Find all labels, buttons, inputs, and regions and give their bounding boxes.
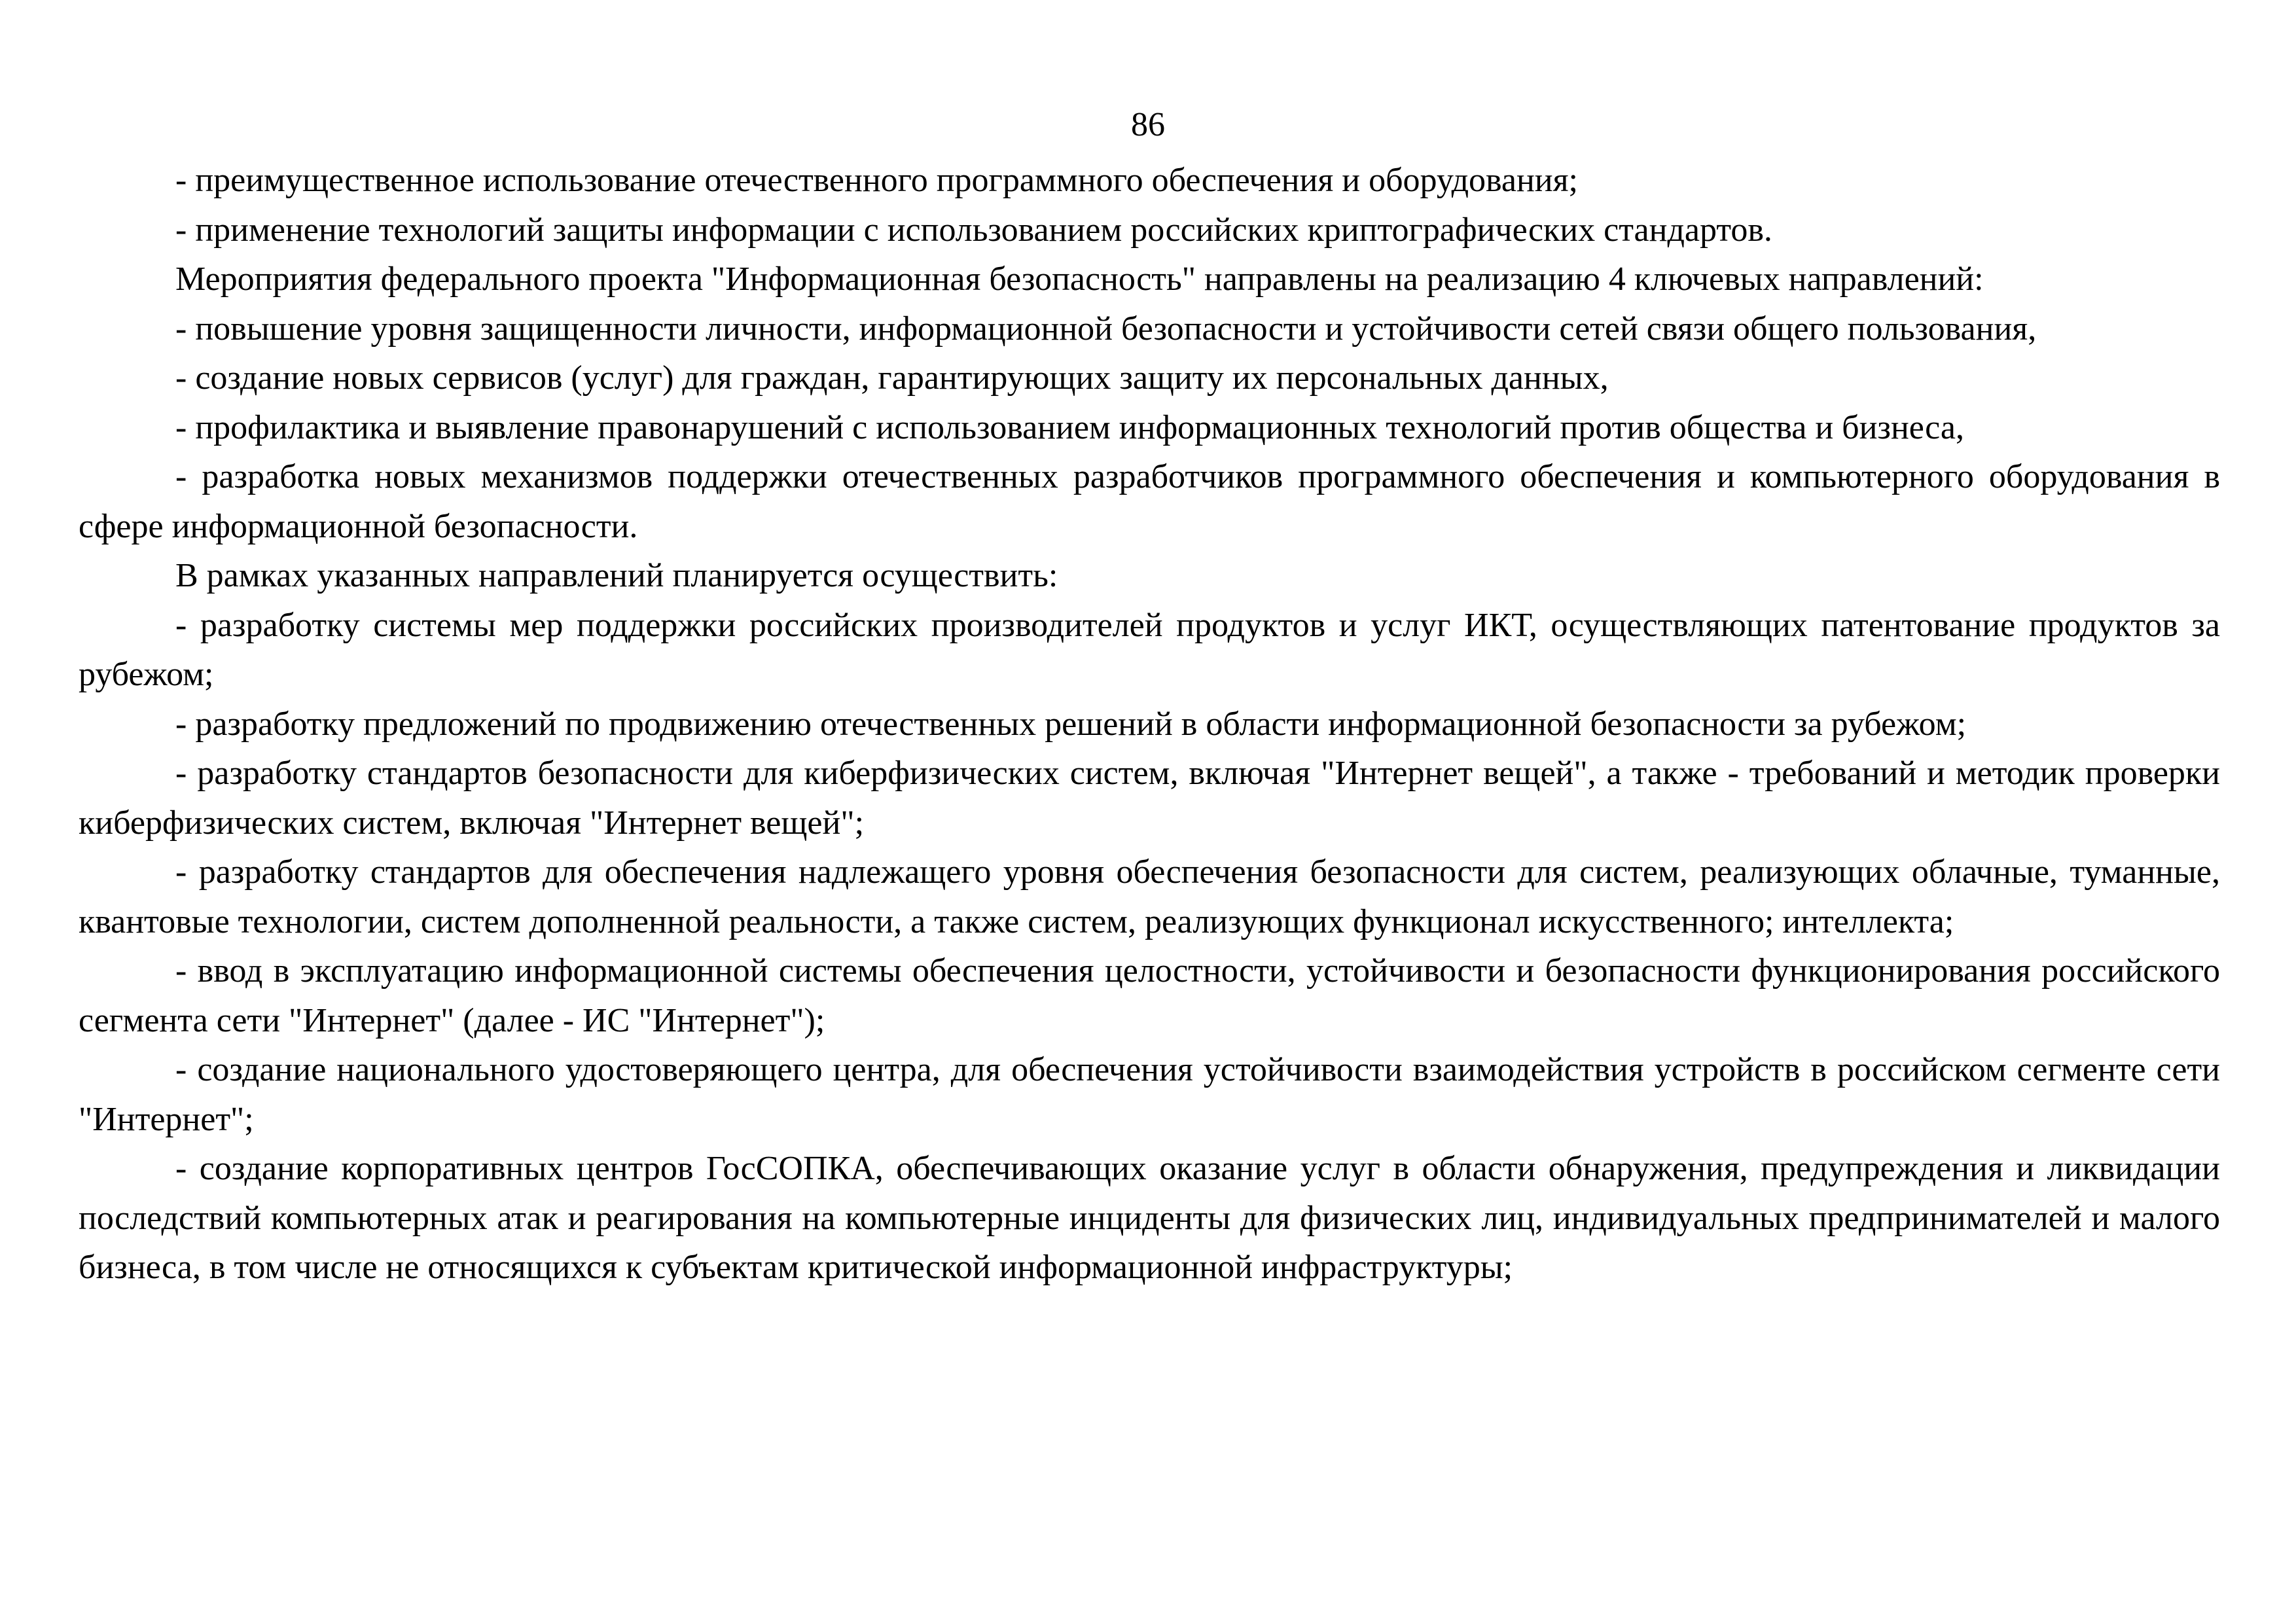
paragraph-6: - профилактика и выявление правонарушений с использованием информационных технологий против общества и бизнеса, bbox=[175, 408, 1964, 446]
paragraph-10: - разработку предложений по продвижению отечественных решений в области информационной безопасности за рубежом; bbox=[175, 705, 1967, 743]
paragraph-15: - создание корпоративных центров ГосСОПКА, обеспечивающих оказание услуг в области обнаружения, предупреждения и ликвидации последствий компьютерных атак и реагирования на компьютерные инциденты для физических лиц, индивидуальных предпринимателей и малого бизнеса, в том числе не относящихся к субъектам критической информационной инфраструктуры; bbox=[79, 1150, 2220, 1286]
paragraph-8: В рамках указанных направлений планируется осуществить: bbox=[175, 557, 1058, 594]
body-text bbox=[79, 156, 2220, 1293]
paragraph-1: - преимущественное использование отечественного программного обеспечения и оборудования; bbox=[175, 162, 1578, 199]
paragraph-5: - создание новых сервисов (услуг) для граждан, гарантирующих защиту их персональных данных, bbox=[175, 359, 1609, 397]
paragraph-3: Мероприятия федерального проекта "Информационная безопасность" направлены на реализацию 4 ключевых направлений: bbox=[175, 260, 1984, 298]
paragraph-4: - повышение уровня защищенности личности, информационной безопасности и устойчивости сетей связи общего пользования, bbox=[175, 310, 2037, 348]
paragraph-13: - ввод в эксплуатацию информационной системы обеспечения целостности, устойчивости и безопасности функционирования российского сегмента сети "Интернет" (далее - ИС "Интернет"); bbox=[79, 952, 2220, 1039]
paragraph-12: - разработку стандартов для обеспечения надлежащего уровня обеспечения безопасности для систем, реализующих облачные, туманные, квантовые технологии, систем дополненной реальности, а также систем, реализующих функционал искусственного; интеллекта; bbox=[79, 853, 2220, 940]
paragraph-11: - разработку стандартов безопасности для киберфизических систем, включая "Интернет вещей", а также - требований и методик проверки киберфизических систем, включая "Интернет вещей"; bbox=[79, 755, 2220, 842]
page-number: 86 bbox=[1131, 106, 1165, 143]
paragraph-9: - разработку системы мер поддержки российских производителей продуктов и услуг ИКТ, осуществляющих патентование продуктов за рубежом; bbox=[79, 606, 2220, 693]
paragraph-14: - создание национального удостоверяющего центра, для обеспечения устойчивости взаимодействия устройств в российском сегменте сети "Интернет"; bbox=[79, 1051, 2220, 1138]
paragraph-2: - применение технологий защиты информации с использованием российских криптографических стандартов. bbox=[175, 211, 1772, 249]
paragraph-7: - разработка новых механизмов поддержки отечественных разработчиков программного обеспечения и компьютерного оборудования в сфере информационной безопасности. bbox=[79, 458, 2220, 545]
